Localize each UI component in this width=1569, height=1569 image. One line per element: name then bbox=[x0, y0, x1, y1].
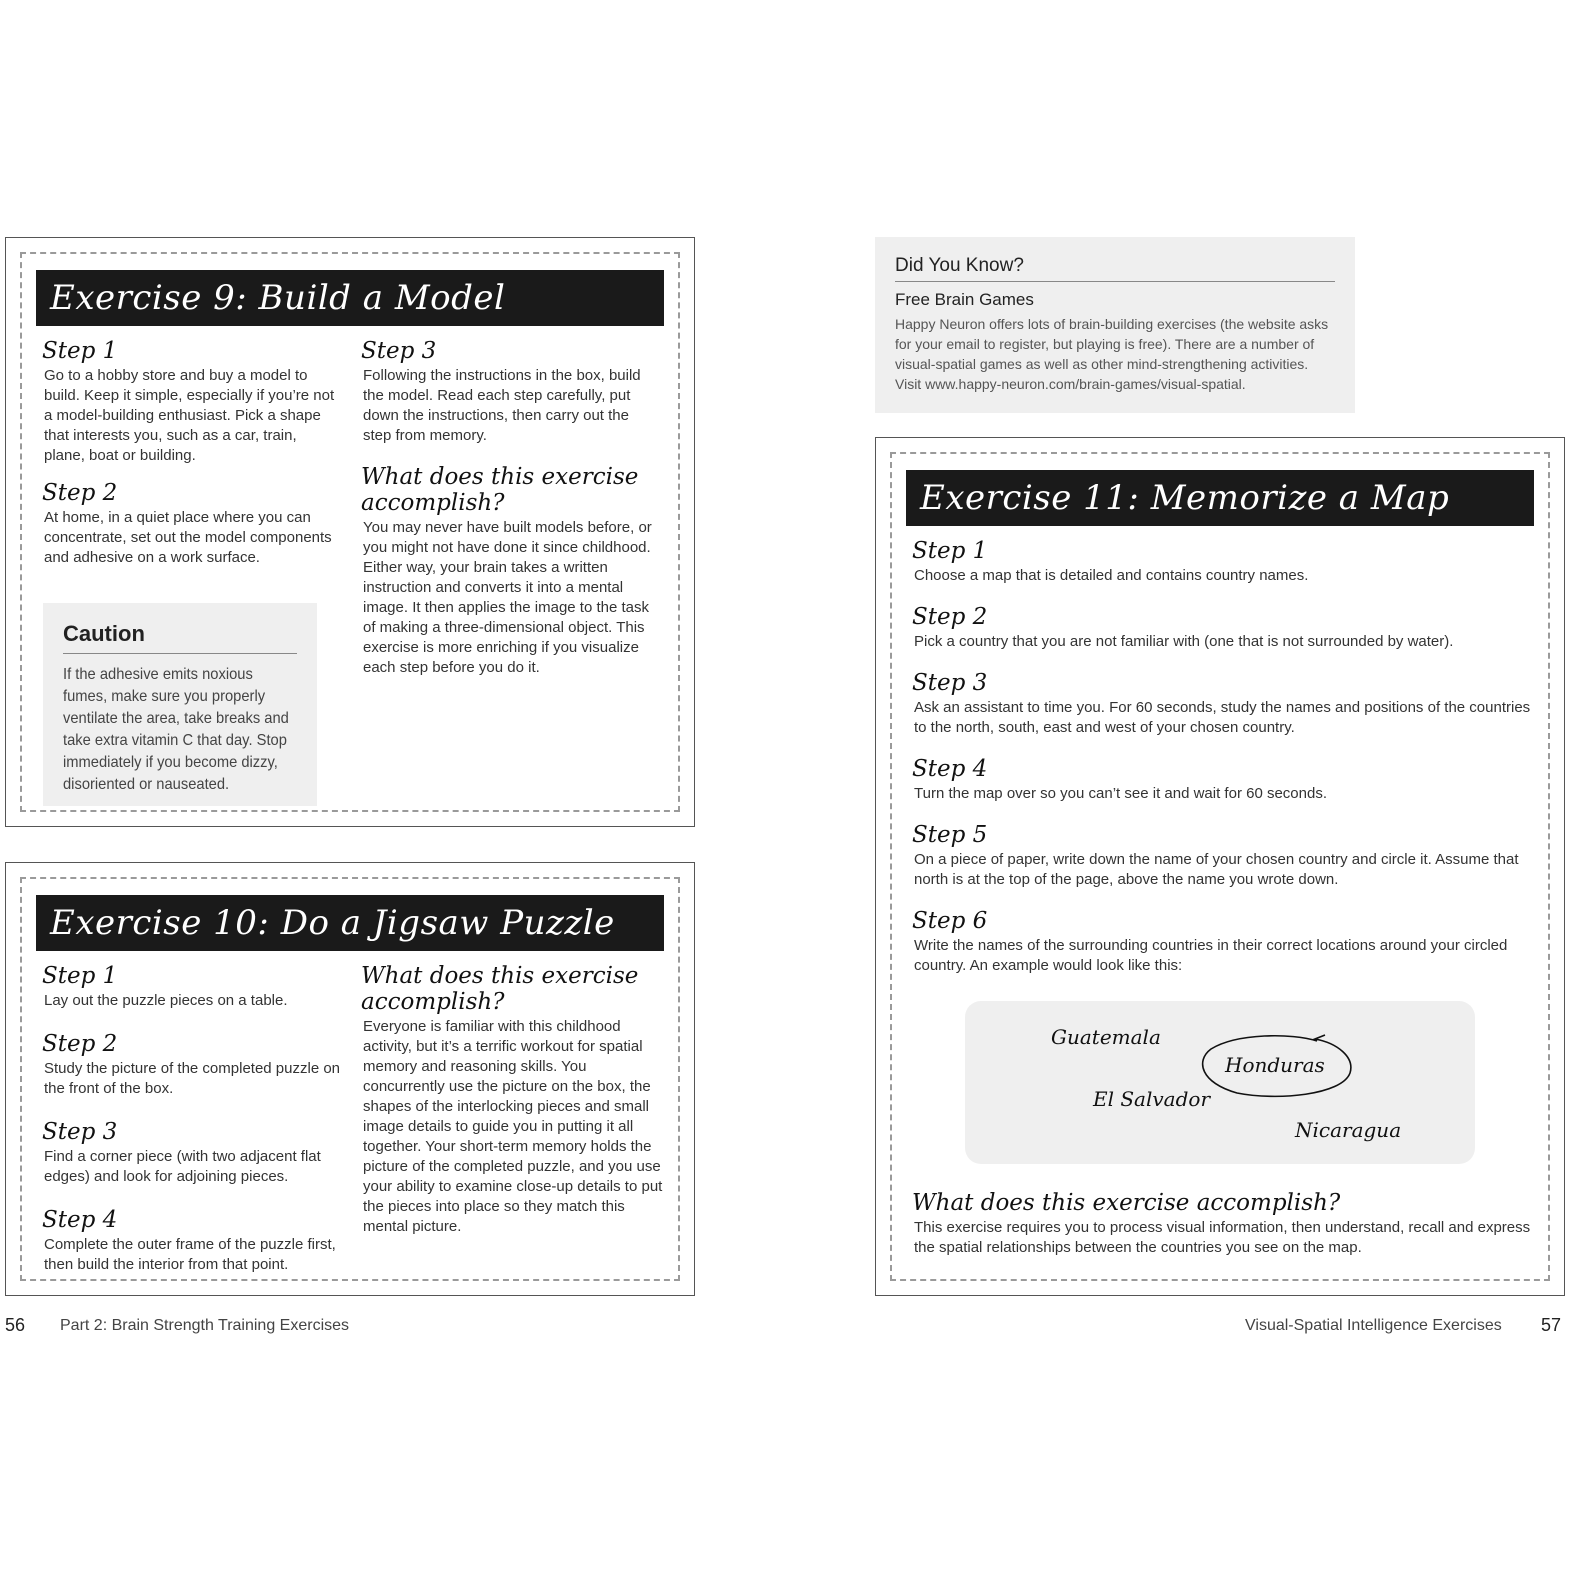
step-3-text: Following the instructions in the box, build the model. Read each step carefully, put down the instructions, then carry out the step from memory. bbox=[363, 367, 641, 444]
exercise-9-title: Exercise 9: Build a Model bbox=[36, 270, 664, 326]
map-example-box bbox=[965, 1001, 1475, 1164]
country-honduras: Honduras bbox=[1225, 1053, 1325, 1077]
accomplish-text: This exercise requires you to process visual information, then understand, recall and express the spatial relationships between the countries you see on the map. bbox=[914, 1219, 1531, 1256]
exercise-10-card bbox=[5, 862, 695, 1296]
step-6-heading: Step 6 bbox=[912, 908, 988, 934]
right-page-number: 57 bbox=[1541, 1315, 1562, 1335]
did-you-know-heading: Did You Know? bbox=[895, 255, 1335, 282]
exercise-9-left-column bbox=[42, 338, 336, 582]
step-1-heading: Step 1 bbox=[42, 338, 118, 364]
exercise-10-title: Exercise 10: Do a Jigsaw Puzzle bbox=[36, 895, 664, 951]
step-2-heading: Step 2 bbox=[42, 480, 118, 506]
step-2-text: At home, in a quiet place where you can concentrate, set out the model components and adhesive on a work surface. bbox=[44, 509, 332, 566]
accomplish-text: You may never have built models before, or you might not have done it since childhood. Either way, your brain takes a written instruction and converts it into a mental image. It then applies the image to the task of making a three-dimensional object. This exercise is more enriching if you visualize each step before you do it. bbox=[363, 519, 652, 676]
exercise-11-title: Exercise 11: Memorize a Map bbox=[906, 470, 1534, 526]
step-1-heading: Step 1 bbox=[912, 538, 988, 564]
step-2-text: Study the picture of the completed puzzle on the front of the box. bbox=[44, 1060, 341, 1097]
step-3-text: Find a corner piece (with two adjacent flat edges) and look for adjoining pieces. bbox=[44, 1148, 321, 1185]
exercise-10-right-column bbox=[361, 963, 666, 1237]
step-4-text: Complete the outer frame of the puzzle first, then build the interior from that point. bbox=[44, 1236, 336, 1273]
exercise-11-accomplish bbox=[912, 1190, 1532, 1258]
exercise-11-card bbox=[875, 437, 1565, 1296]
step-3-heading: Step 3 bbox=[42, 1119, 118, 1145]
step-3-heading: Step 3 bbox=[912, 670, 988, 696]
caution-heading: Caution bbox=[63, 621, 297, 654]
step-3-heading: Step 3 bbox=[361, 338, 437, 364]
left-running-footer: Part 2: Brain Strength Training Exercises bbox=[60, 1317, 350, 1334]
caution-text: If the adhesive emits noxious fumes, make sure you properly ventilate the area, take breaks and take extra vitamin C that day. Stop immediately if you become dizzy, disoriented or nauseated. bbox=[63, 666, 289, 793]
exercise-9-right-column bbox=[361, 338, 656, 692]
step-6-text: Write the names of the surrounding countries in their correct locations around your circled country. An example would look like this: bbox=[914, 937, 1508, 974]
right-running-footer: Visual-Spatial Intelligence Exercises bbox=[1245, 1317, 1502, 1334]
did-you-know-subheading: Free Brain Games bbox=[895, 290, 1034, 309]
step-4-text: Turn the map over so you can’t see it and wait for 60 seconds. bbox=[914, 785, 1327, 802]
exercise-9-card bbox=[5, 237, 695, 827]
accomplish-heading: What does this exercise accomplish? bbox=[361, 464, 639, 516]
country-el-salvador: El Salvador bbox=[1093, 1087, 1211, 1111]
step-2-heading: Step 2 bbox=[912, 604, 988, 630]
step-3-text: Ask an assistant to time you. For 60 seconds, study the names and positions of the countries to the north, south, east and west of your chosen country. bbox=[914, 699, 1531, 736]
step-4-heading: Step 4 bbox=[42, 1207, 118, 1233]
exercise-10-left-column bbox=[42, 963, 352, 1289]
accomplish-text: Everyone is familiar with this childhood activity, but it’s a terrific workout for spatial memory and reasoning skills. You concurrently use the picture on the box, the shapes of the interlocking pieces and small image details to guide you in putting it all together. Your short-term memory holds the picture of the completed puzzle, and you use your ability to examine close-up details to put the pieces into place so they match this mental picture. bbox=[363, 1018, 663, 1235]
country-nicaragua: Nicaragua bbox=[1295, 1118, 1402, 1142]
did-you-know-text: Happy Neuron offers lots of brain-building exercises (the website asks for your email to register, but playing is free). There are a number of visual-spatial games as well as other mind-strengthening activities. Visit www.happy-neuron.com/brain-games/visual-spatial. bbox=[895, 316, 1329, 392]
step-4-heading: Step 4 bbox=[912, 756, 988, 782]
accomplish-heading: What does this exercise accomplish? bbox=[912, 1190, 1341, 1216]
step-5-heading: Step 5 bbox=[912, 822, 988, 848]
step-1-text: Lay out the puzzle pieces on a table. bbox=[44, 992, 288, 1009]
left-page-number: 56 bbox=[5, 1315, 26, 1335]
country-guatemala: Guatemala bbox=[1051, 1025, 1161, 1049]
did-you-know-box bbox=[875, 237, 1355, 413]
step-1-text: Choose a map that is detailed and contains country names. bbox=[914, 567, 1309, 584]
step-1-heading: Step 1 bbox=[42, 963, 118, 989]
step-2-heading: Step 2 bbox=[42, 1031, 118, 1057]
step-2-text: Pick a country that you are not familiar with (one that is not surrounded by water). bbox=[914, 633, 1454, 650]
step-1-text: Go to a hobby store and buy a model to build. Keep it simple, especially if you’re not a model-building enthusiast. Pick a shape that interests you, such as a car, train, plane, boat or building. bbox=[44, 367, 335, 464]
step-5-text: On a piece of paper, write down the name of your chosen country and circle it. Assume that north is at the top of the page, above the name you wrote down. bbox=[914, 851, 1519, 888]
exercise-11-steps bbox=[912, 538, 1532, 990]
caution-box bbox=[43, 603, 317, 806]
accomplish-heading: What does this exercise accomplish? bbox=[361, 963, 639, 1015]
